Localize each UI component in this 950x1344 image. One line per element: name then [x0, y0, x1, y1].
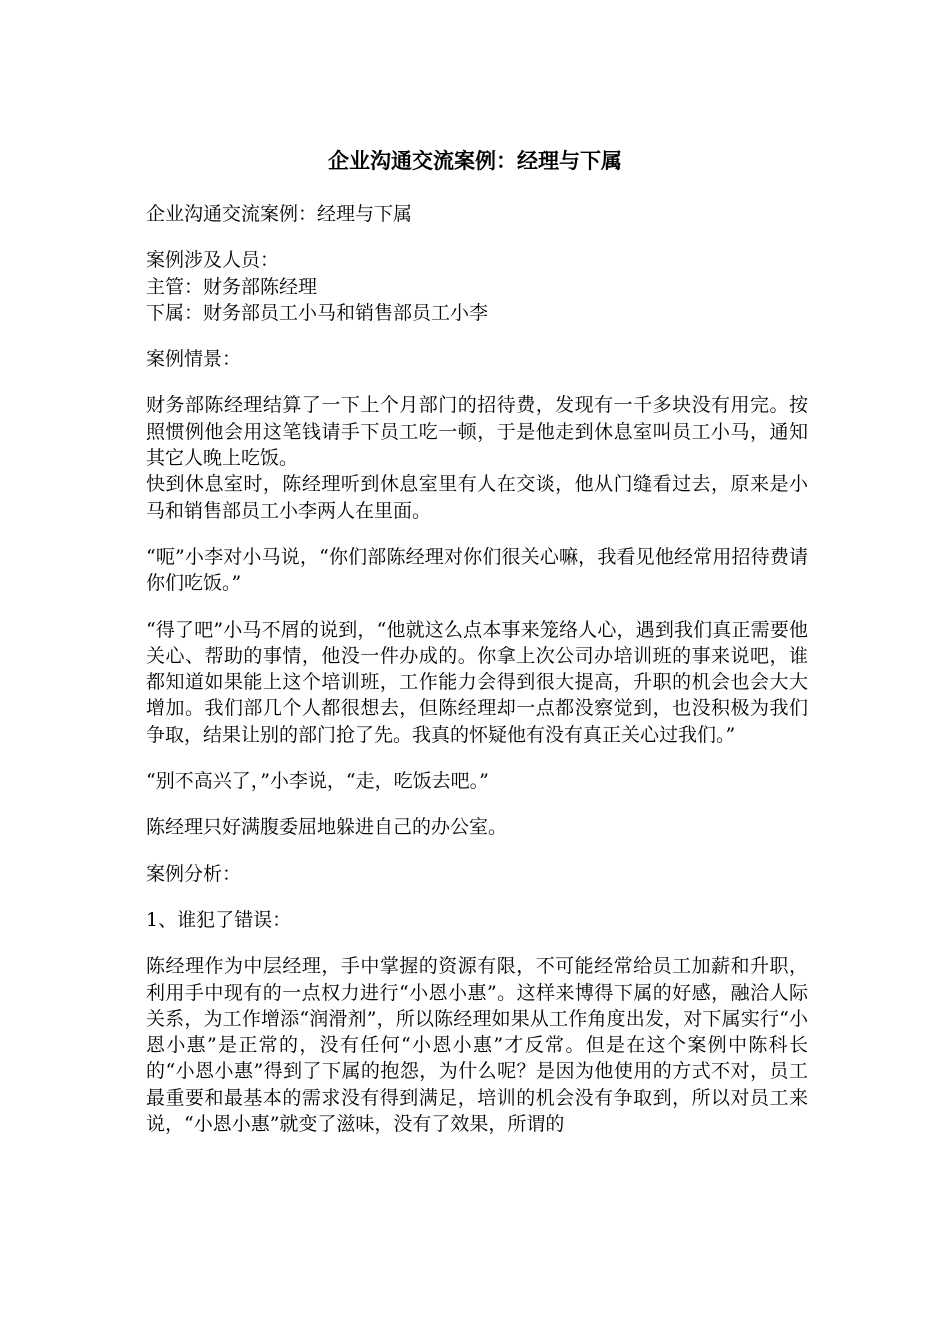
scenario-paragraph: 陈经理只好满腹委屈地躲进自己的办公室。 [146, 816, 508, 839]
document-body [146, 201, 808, 1137]
scenario-heading: 案例情景： [146, 348, 242, 371]
analysis-paragraph: 陈经理作为中层经理，手中掌握的资源有限，不可能经常给员工加薪和升职，利用手中现有的一点权力进行“小恩小惠”。这样来博得下属的好感，融洽人际关系，为工作增添“润滑剂”，所以陈经理如果从工作角度出发，对下属实行“小恩小惠”是正常的，没有任何“小恩小惠”才反常。但是在这个案例中陈科长的“小恩小惠”得到了下属的抱怨，为什么呢？是因为他使用的方式不对，员工最重要和最基本的需求没有得到满足，培训的机会没有争取到，所以对员工来说，“小恩小惠”就变了滋味，没有了效果，所谓的 [146, 955, 808, 1136]
people-section [146, 247, 808, 326]
document-subtitle: 企业沟通交流案例：经理与下属 [146, 203, 413, 225]
people-heading: 案例涉及人员： [146, 249, 280, 272]
analysis-heading: 案例分析： [146, 862, 242, 885]
subordinates-line: 下属：财务部员工小马和销售部员工小李 [146, 301, 489, 324]
scenario-paragraph: 财务部陈经理结算了一下上个月部门的招待费，发现有一千多块没有用完。按照惯例他会用这笔钱请手下员工吃一顿，于是他走到休息室叫员工小马，通知其它人晚上吃饭。 [146, 394, 808, 470]
supervisor-line: 主管：财务部陈经理 [146, 275, 318, 298]
document-title: 企业沟通交流案例：经理与下属 [328, 149, 622, 173]
dialogue-paragraph: “呃”小李对小马说，“你们部陈经理对你们很关心嘛，我看见他经常用招待费请你们吃饭。” [146, 545, 808, 595]
dialogue-paragraph: “得了吧”小马不屑的说到，“他就这么点本事来笼络人心，遇到我们真正需要他关心、帮助的事情，他没一件办成的。你拿上次公司办培训班的事来说吧，谁都知道如果能上这个培训班，工作能力会得到很大提高，升职的机会也会大大增加。我们部几个人都很想去，但陈经理却一点都没察觉到，也没积极为我们争取，结果让别的部门抢了先。我真的怀疑他有没有真正关心过我们。” [146, 618, 808, 746]
point1-heading: 1、谁犯了错误： [146, 908, 292, 931]
scenario-paragraph: 快到休息室时，陈经理听到休息室里有人在交谈，他从门缝看过去，原来是小马和销售部员工小李两人在里面。 [146, 473, 808, 522]
dialogue-paragraph: “别不高兴了，”小李说，“走，吃饭去吧。” [146, 770, 489, 793]
